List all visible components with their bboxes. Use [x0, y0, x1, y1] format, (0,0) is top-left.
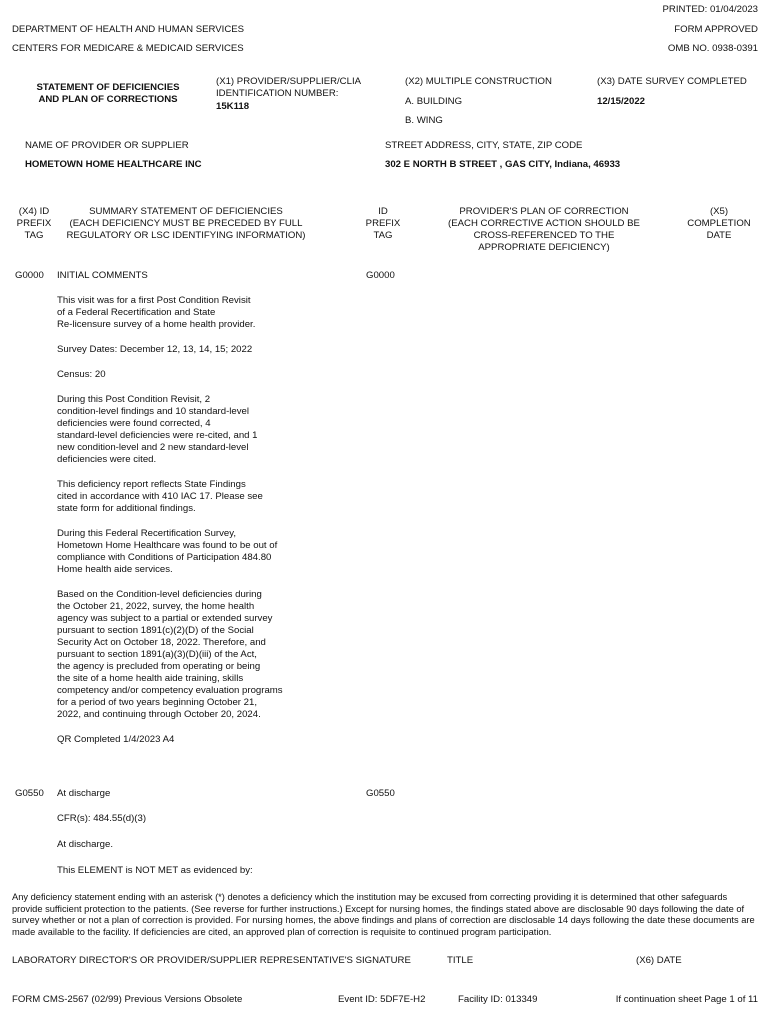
g0000-body — [57, 295, 357, 746]
signature-title-label: TITLE — [447, 955, 474, 966]
paragraph-recertification: During this Federal Recertification Survey, Hometown Home Healthcare was found to be out of compliance with Conditions of Participation 484.80 Home health aide services. — [57, 528, 278, 575]
tag-prefix-g0000: G0000 — [15, 270, 44, 281]
paragraph-qr-completed: QR Completed 1/4/2023 A4 — [57, 734, 175, 745]
form-approved: FORM APPROVED — [674, 24, 758, 35]
event-id: Event ID: 5DF7E-H2 — [338, 994, 426, 1005]
x3-label: (X3) DATE SURVEY COMPLETED — [597, 76, 747, 87]
paragraph-not-met: This ELEMENT is NOT MET as evidenced by: — [57, 865, 253, 876]
signature-date-label: (X6) DATE — [636, 955, 682, 966]
paragraph-census: Census: 20 — [57, 369, 106, 380]
address-value: 302 E NORTH B STREET , GAS CITY, Indiana, 46933 — [385, 159, 621, 170]
provider-name: HOMETOWN HOME HEALTHCARE INC — [25, 159, 202, 170]
paragraph-cfr: CFR(s): 484.55(d)(3) — [57, 813, 147, 824]
x5-header: (X5) COMPLETION DATE — [687, 206, 751, 241]
paragraph-visit: This visit was for a first Post Condition Revisit of a Federal Recertification and State Re-licensure survey of a home health provider. — [57, 295, 256, 330]
form-number: FORM CMS-2567 (02/99) Previous Versions Obsolete — [12, 994, 243, 1005]
provider-label: NAME OF PROVIDER OR SUPPLIER — [25, 140, 189, 151]
printed-date: PRINTED: 01/04/2023 — [662, 4, 758, 15]
summary-header: SUMMARY STATEMENT OF DEFICIENCIES (EACH DEFICIENCY MUST BE PRECEDED BY FULL REGULATORY OR LSC IDENTIFYING INFORMATION) — [66, 206, 306, 241]
x1-label: (X1) PROVIDER/SUPPLIER/CLIA IDENTIFICATION NUMBER: — [216, 76, 362, 99]
disclaimer-text: Any deficiency statement ending with an asterisk (*) denotes a deficiency which the institution may be excused from correcting providing it is determined that other safeguards provide sufficient protection to the patients. (See reverse for further instructions.) Except for nursing homes, the findings stated above are disclosable 90 days following the date of survey whether or not a plan of correction is provided. For nursing homes, the above findings and plans of correction are disclosable 14 days following the date these documents are made available to the facility. If deficiencies are cited, an approved plan of correction is requisite to continued program participation. — [12, 892, 755, 937]
x2-label: (X2) MULTIPLE CONSTRUCTION — [405, 76, 552, 87]
signature-label: LABORATORY DIRECTOR'S OR PROVIDER/SUPPLIER REPRESENTATIVE'S SIGNATURE — [12, 955, 411, 966]
tag-title-g0550: At discharge — [57, 788, 111, 799]
tag-id-g0550: G0550 — [366, 788, 395, 799]
x1-value: 15K118 — [216, 101, 250, 112]
paragraph-condition-level: Based on the Condition-level deficiencies during the October 21, 2022, survey, the home health agency was subject to a partial or extended survey pursuant to section 1891(c)(2)(D) of the Social Security Act on October 18, 2022. Therefore, and pursuant to section 1891(a)(3)(D)(iii) of the Act, the agency is precluded from operating or being the site of a home health aide training, skills competency and/or competency evaluation programs for a period of two years beginning October 21, 2022, and continuing through October 20, 2024. — [57, 589, 283, 720]
paragraph-survey-dates: Survey Dates: December 12, 13, 14, 15; 2022 — [57, 344, 253, 355]
tag-id-g0000: G0000 — [366, 270, 395, 281]
x4-header: (X4) ID PREFIX TAG — [16, 206, 52, 241]
paragraph-state-findings: This deficiency report reflects State Findings cited in accordance with 410 IAC 17. Please see state form for additional findings. — [57, 479, 263, 514]
x3-value: 12/15/2022 — [597, 96, 646, 107]
statement-title: STATEMENT OF DEFICIENCIES AND PLAN OF CORRECTIONS — [36, 82, 180, 105]
omb-number: OMB NO. 0938-0391 — [667, 43, 758, 54]
department-name: DEPARTMENT OF HEALTH AND HUMAN SERVICES — [12, 24, 245, 35]
x2-building: A. BUILDING — [405, 96, 463, 107]
facility-id: Facility ID: 013349 — [458, 994, 538, 1005]
paragraph-at-discharge: At discharge. — [57, 839, 113, 850]
id-header: ID PREFIX TAG — [365, 206, 401, 241]
plan-header: PROVIDER'S PLAN OF CORRECTION (EACH CORRECTIVE ACTION SHOULD BE CROSS-REFERENCED TO THE APPROPRIATE DEFICIENCY) — [448, 206, 640, 253]
tag-title-g0000: INITIAL COMMENTS — [57, 270, 148, 281]
x2-wing: B. WING — [405, 115, 443, 126]
paragraph-findings: During this Post Condition Revisit, 2 condition-level findings and 10 standard-level deficiencies were found corrected, 4 standard-level deficiencies were re-cited, and 1 new condition-level and 2 new standard-level deficiencies were cited. — [57, 394, 258, 465]
agency-name: CENTERS FOR MEDICARE & MEDICAID SERVICES — [12, 43, 244, 54]
tag-prefix-g0550: G0550 — [15, 788, 44, 799]
address-label: STREET ADDRESS, CITY, STATE, ZIP CODE — [385, 140, 583, 151]
page-indicator: If continuation sheet Page 1 of 11 — [615, 994, 758, 1005]
